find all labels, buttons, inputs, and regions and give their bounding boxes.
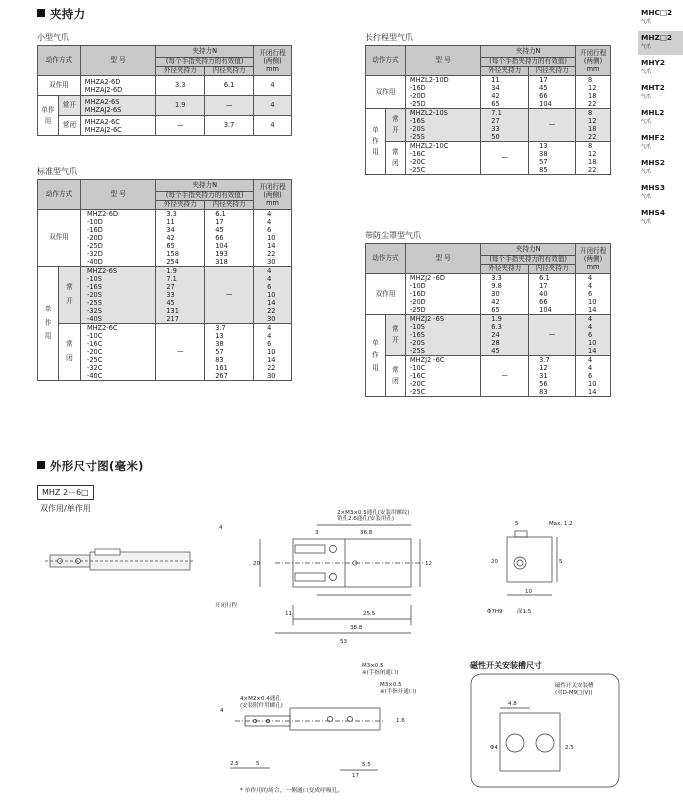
cell-value: 3.3 bbox=[166, 210, 177, 218]
dim-4c: 4 bbox=[220, 708, 224, 714]
cell-value: 217 bbox=[166, 315, 179, 323]
cell-value: 14 bbox=[588, 388, 597, 396]
cell-value: 22 bbox=[267, 307, 276, 315]
cell-value: -10C bbox=[86, 332, 103, 340]
cell-value: 10 bbox=[267, 348, 276, 356]
cell-value: 11 bbox=[166, 218, 175, 226]
dim-5: 5 bbox=[515, 521, 519, 527]
header-force-note: (每个手指夹持力的有效值) bbox=[156, 58, 254, 67]
cell-value: 9.8 bbox=[491, 282, 502, 290]
sidebar bbox=[638, 6, 683, 231]
cell-value: 45 bbox=[166, 299, 175, 307]
sidebar-item-mhl2[interactable]: MHL2 气爪 bbox=[641, 108, 665, 125]
cell-value: 3.7 bbox=[539, 356, 550, 364]
cell-value: -40D bbox=[86, 258, 103, 266]
table-row: 单作用 常开 MHZA2-6S MHZAJ2-6S 1.9 — 4 bbox=[38, 96, 292, 116]
cell-value: 6 bbox=[267, 226, 272, 234]
finger-holes: 4×M2×0.4通孔 bbox=[240, 696, 281, 702]
cell-value: 6 bbox=[267, 340, 272, 348]
stroke-label: 开闭行程 bbox=[215, 603, 238, 609]
finger-holes-note: (安装附件用螺孔) bbox=[240, 703, 283, 709]
cell-value: 27 bbox=[491, 117, 500, 125]
cell-value: 33 bbox=[491, 125, 500, 133]
table-cell bbox=[156, 267, 205, 324]
cell-value: 34 bbox=[166, 226, 175, 234]
cell-value: 10 bbox=[588, 380, 597, 388]
table-cell bbox=[576, 315, 611, 356]
table-row: 单作用 常开 MHZL2-10S -16S -20S -25S 7.1 27 33 50 — 8 12 18 22 bbox=[366, 109, 611, 142]
cell-value: -10S bbox=[86, 275, 102, 283]
dim-5b: 5 bbox=[559, 559, 563, 565]
port-a: M3×0.5 bbox=[362, 663, 384, 669]
cell-value: -32S bbox=[86, 307, 102, 315]
cell-value: 6 bbox=[267, 283, 272, 291]
cell-value: 10 bbox=[588, 339, 597, 347]
cell-value: 22 bbox=[267, 250, 276, 258]
cell-value: 56 bbox=[539, 380, 548, 388]
table-row: 双作用 MHZL2-10D -16D -20D -25D 11 34 42 65 17 45 66 104 8 12 18 22 bbox=[366, 76, 611, 109]
table-cell bbox=[405, 274, 480, 315]
dim-36-8: 36.8 bbox=[360, 530, 373, 536]
cell-value: MHZJ2 -6S bbox=[409, 315, 445, 323]
cell-value: 66 bbox=[539, 298, 548, 306]
cell-value: 30 bbox=[267, 258, 276, 266]
table-cell bbox=[205, 210, 254, 267]
dim-hole: Φ7H9 bbox=[487, 609, 503, 615]
small-gripper-table bbox=[37, 45, 292, 136]
cell-value: MHZ2-6S bbox=[86, 267, 118, 275]
cell-value: 4 bbox=[588, 282, 593, 290]
cell-value: 30 bbox=[267, 315, 276, 323]
cell-value: 6 bbox=[588, 290, 593, 298]
cell-value: 50 bbox=[491, 133, 500, 141]
cell-value: 12 bbox=[588, 117, 597, 125]
table-cell bbox=[405, 142, 480, 175]
table-row: 常闭 MHZA2-6C MHZAJ2-6C — 3.7 4 bbox=[38, 116, 292, 136]
dim-5-5: 5.5 bbox=[362, 762, 371, 768]
cell-value: -16S bbox=[409, 117, 425, 125]
cell-value: -40S bbox=[86, 315, 102, 323]
cell-value: -40C bbox=[86, 372, 103, 380]
cell-value: 34 bbox=[491, 84, 500, 92]
cell-value: 4 bbox=[588, 315, 593, 323]
cell-value: 6.1 bbox=[215, 210, 226, 218]
cell-value: 10 bbox=[267, 234, 276, 242]
header-outer: 外径夹持力 bbox=[156, 67, 205, 76]
callout-thread: 2×M3×0.5通孔(安装用螺纹) bbox=[337, 510, 410, 516]
table-cell bbox=[254, 267, 292, 324]
cell-value: -25D bbox=[409, 306, 426, 314]
long-stroke-gripper-table: 动作方式 型 号 夹持力N 开闭行程 (两侧) mm (每个手指夹持力的有效值) 外径夹持力 内径夹持力 双作用 MHZL2-10D -16D -20D -25D 11 34 42 65 17 45 66 104 8 12 18 22 单作用 常开 MHZL2-10S -16S -20S -25S 7.1 27 33 50 — 8 12 18 22 常闭 MHZL2-10C -16C -20C -25C — 13 38 57 85 8 12 18 22 bbox=[365, 45, 611, 175]
cell-value: 28 bbox=[491, 339, 500, 347]
table-cell bbox=[529, 356, 576, 397]
sidebar-item-mhf2[interactable]: MHF2 气爪 bbox=[641, 133, 665, 150]
cell-value: 18 bbox=[588, 158, 597, 166]
cell-value: 22 bbox=[588, 166, 597, 174]
sidebar-item-mhs3[interactable]: MHS3 气爪 bbox=[641, 183, 666, 200]
table-row: 双作用 MHZA2-6D MHZAJ2-6D 3.3 6.1 4 bbox=[38, 76, 292, 96]
cell-value: 3.3 bbox=[491, 274, 502, 282]
cell-value: 1.9 bbox=[166, 267, 177, 275]
cell-value: 104 bbox=[539, 100, 552, 108]
footnote: * 单作用的场合，一侧通口变成呼吸孔。 bbox=[240, 788, 344, 794]
cell-value: -25S bbox=[86, 299, 102, 307]
cell-value: 193 bbox=[215, 250, 228, 258]
cell-value: 31 bbox=[539, 372, 548, 380]
dim-12: 12 bbox=[425, 561, 432, 567]
cell-value: -20S bbox=[86, 291, 102, 299]
table-cell bbox=[529, 274, 576, 315]
sidebar-item-mhs2[interactable]: MHS2 气爪 bbox=[641, 158, 666, 175]
cell-value: -10D bbox=[409, 282, 426, 290]
sidebar-item-mhy2[interactable]: MHY2 气爪 bbox=[641, 58, 666, 75]
dim-38-8: 38.8 bbox=[350, 625, 363, 631]
cell-value: 27 bbox=[166, 283, 175, 291]
header-action: 动作方式 bbox=[38, 46, 81, 76]
dim-2-5b: 2.5 bbox=[565, 745, 574, 751]
table-cell bbox=[481, 76, 529, 109]
cell-value: 318 bbox=[215, 258, 228, 266]
cell-value: 42 bbox=[491, 298, 500, 306]
dim-4: 4 bbox=[219, 525, 223, 531]
cell-value: 1.9 bbox=[491, 315, 502, 323]
cell-value: MHZJ2 -6C bbox=[409, 356, 445, 364]
table-cell bbox=[405, 356, 480, 397]
front-view-drawing bbox=[215, 510, 445, 650]
groove-title: 磁性开关安装槽尺寸 bbox=[470, 661, 542, 670]
cell-value: 4 bbox=[588, 364, 593, 372]
cell-value: 12 bbox=[588, 84, 597, 92]
cell-value: -25S bbox=[409, 347, 425, 355]
dim-10: 10 bbox=[525, 589, 532, 595]
cell-value: 45 bbox=[539, 84, 548, 92]
table-row: 双作用 MHZJ2 -6D -10D -16D -20D -25D 3.3 9.8 30 42 65 6.1 17 40 66 104 4 4 6 10 14 bbox=[366, 274, 611, 315]
dim-phi4: Φ4 bbox=[490, 745, 498, 751]
cell-value: 6 bbox=[588, 372, 593, 380]
table-cell bbox=[576, 76, 611, 109]
cell-value: 40 bbox=[539, 290, 548, 298]
cell-value: 267 bbox=[215, 372, 228, 380]
cell-value: 18 bbox=[588, 125, 597, 133]
cell-value: 11 bbox=[491, 76, 500, 84]
cell-value: 66 bbox=[539, 92, 548, 100]
cell-value: 57 bbox=[215, 348, 224, 356]
cell-value: 83 bbox=[539, 388, 548, 396]
cell-value: 10 bbox=[267, 291, 276, 299]
cell-value: 45 bbox=[491, 347, 500, 355]
cell-value: -20C bbox=[409, 380, 426, 388]
cell-value: -20S bbox=[409, 125, 425, 133]
table-cell bbox=[481, 315, 529, 356]
cell-value: 38 bbox=[539, 150, 548, 158]
gripper-sketch bbox=[40, 545, 200, 585]
table-row: 常闭 MHZL2-10C -16C -20C -25C — 13 38 57 85 8 12 18 22 bbox=[366, 142, 611, 175]
dim-max: Max. 1.2 bbox=[549, 521, 573, 527]
groove-drawing bbox=[470, 673, 620, 788]
cell-value: -25D bbox=[409, 100, 426, 108]
cell-value: -16S bbox=[409, 331, 425, 339]
port-b-note: ※(手指开通口) bbox=[380, 689, 417, 695]
table-cell bbox=[576, 356, 611, 397]
table-cell bbox=[405, 315, 480, 356]
cell-value: 13 bbox=[539, 142, 548, 150]
table-cell bbox=[576, 142, 611, 175]
cell-value: 65 bbox=[491, 306, 500, 314]
cell-value: -32D bbox=[86, 250, 103, 258]
callout-pin: 销孔2.6通孔(安装用孔) bbox=[337, 516, 395, 522]
cell-value: 4 bbox=[588, 323, 593, 331]
cell-value: 42 bbox=[166, 234, 175, 242]
cell-value: 104 bbox=[215, 242, 228, 250]
cell-value: -16C bbox=[86, 340, 103, 348]
table-cell bbox=[481, 274, 529, 315]
cell-value: 30 bbox=[267, 372, 276, 380]
section-square-icon bbox=[37, 461, 45, 469]
dim-53: 53 bbox=[340, 639, 347, 645]
header-stroke: 开闭行程 (两侧) mm bbox=[254, 46, 292, 76]
table-cell bbox=[405, 109, 480, 142]
small-gripper-title: 小型气爪 bbox=[37, 33, 69, 42]
cell-value: 85 bbox=[539, 166, 548, 174]
dim-1-6: 1.6 bbox=[396, 718, 405, 724]
cell-value: 42 bbox=[491, 92, 500, 100]
header-model: 型 号 bbox=[80, 46, 156, 76]
cell-value: -16D bbox=[86, 226, 103, 234]
cell-value: -20D bbox=[409, 92, 426, 100]
cell-value: 104 bbox=[539, 306, 552, 314]
cell-value: MHZL2-10S bbox=[409, 109, 448, 117]
cell-value: 131 bbox=[166, 307, 179, 315]
cell-value: 22 bbox=[588, 100, 597, 108]
table-cell bbox=[576, 109, 611, 142]
header-force: 夹持力N bbox=[156, 46, 254, 58]
table-cell bbox=[576, 274, 611, 315]
table-cell bbox=[529, 142, 576, 175]
dust-cover-gripper-title: 带防尘罩型气爪 bbox=[365, 231, 421, 240]
port-b: M3×0.5 bbox=[380, 682, 402, 688]
cell-value: -16C bbox=[409, 372, 426, 380]
port-a-note: ※(手指闭通口) bbox=[362, 670, 399, 676]
cell-value: 83 bbox=[215, 356, 224, 364]
cell-value: 4 bbox=[267, 267, 272, 275]
table-cell bbox=[481, 109, 529, 142]
dim-depth: 深1.5 bbox=[517, 609, 532, 615]
table-cell bbox=[80, 267, 155, 324]
cell-value: 13 bbox=[215, 332, 224, 340]
table-row: 单作用 常开 MHZJ2 -6S -10S -16S -20S -25S 1.9 6.3 24 28 45 — 4 4 6 10 14 bbox=[366, 315, 611, 356]
table-cell bbox=[80, 210, 155, 267]
cell-value: 254 bbox=[166, 258, 179, 266]
cell-value: -16C bbox=[409, 150, 426, 158]
cell-value: 4 bbox=[588, 356, 593, 364]
cell-value: 4 bbox=[267, 210, 272, 218]
cell-value: -10C bbox=[409, 364, 426, 372]
dim-20b: 20 bbox=[491, 559, 498, 565]
action-label: 双作用/单作用 bbox=[40, 504, 91, 513]
cell-value: 4 bbox=[267, 332, 272, 340]
cell-value: -25D bbox=[86, 242, 103, 250]
cell-value: 38 bbox=[215, 340, 224, 348]
cell-value: 12 bbox=[588, 150, 597, 158]
cell-value: 6 bbox=[588, 331, 593, 339]
table-row: 常闭 MHZJ2 -6C -10C -16C -20C -25C — 3.7 12 31 56 83 4 4 6 10 14 bbox=[366, 356, 611, 397]
standard-gripper-title: 标准型气爪 bbox=[37, 167, 77, 176]
side-view-drawing bbox=[487, 515, 573, 620]
cell-value: 66 bbox=[215, 234, 224, 242]
cell-value: 4 bbox=[588, 274, 593, 282]
section-square-icon bbox=[37, 9, 45, 17]
cell-value: 65 bbox=[166, 242, 175, 250]
long-stroke-gripper-title: 长行程型气爪 bbox=[365, 33, 413, 42]
cell-value: 30 bbox=[491, 290, 500, 298]
cell-value: -25C bbox=[86, 356, 103, 364]
bottom-view-drawing bbox=[220, 660, 435, 780]
cell-value: 17 bbox=[539, 76, 548, 84]
cell-value: 24 bbox=[491, 331, 500, 339]
cell-value: MHZJ2 -6D bbox=[409, 274, 445, 282]
sidebar-item-mhc2[interactable]: MHC□2 气爪 bbox=[641, 8, 673, 25]
cell-value: 57 bbox=[539, 158, 548, 166]
table-cell bbox=[254, 210, 292, 267]
groove-note: 磁性开关安装槽 bbox=[555, 683, 594, 689]
cell-value: -20C bbox=[86, 348, 103, 356]
cell-value: -25S bbox=[409, 133, 425, 141]
cell-value: 22 bbox=[588, 133, 597, 141]
cell-value: -32C bbox=[86, 364, 103, 372]
cell-value: -25C bbox=[409, 388, 426, 396]
dim-4-8: 4.8 bbox=[508, 701, 517, 707]
sidebar-item-mht2[interactable]: MHT2 气爪 bbox=[641, 83, 665, 100]
cell-value: 14 bbox=[267, 242, 276, 250]
header-inner: 内径夹持力 bbox=[205, 67, 254, 76]
cell-value: 7.1 bbox=[491, 109, 502, 117]
cell-value: -10D bbox=[86, 218, 103, 226]
table-cell bbox=[405, 76, 480, 109]
cell-value: -20C bbox=[409, 158, 426, 166]
table-row: 单作用 常开 MHZ2-6S -10S -16S -20S -25S -32S -40S 1.9 7.1 27 33 45 131 217 — 4 4 6 10 14 22 30 bbox=[38, 267, 292, 324]
cell-value: -20D bbox=[86, 234, 103, 242]
cell-value: 14 bbox=[267, 299, 276, 307]
dim-2-5: 2.5 bbox=[230, 761, 239, 767]
dim-3: 3 bbox=[315, 530, 319, 536]
dim-5c: 5 bbox=[256, 761, 260, 767]
cell-value: -16S bbox=[86, 283, 102, 291]
cell-value: 14 bbox=[267, 356, 276, 364]
cell-value: 158 bbox=[166, 250, 179, 258]
cell-value: MHZ2-6D bbox=[86, 210, 118, 218]
cell-value: -16D bbox=[409, 84, 426, 92]
cell-value: 4 bbox=[267, 218, 272, 226]
sidebar-item-mhs4[interactable]: MHS4 气爪 bbox=[641, 208, 666, 225]
dimensions-heading: 外形尺寸图(毫米) bbox=[37, 458, 144, 474]
cell-value: 10 bbox=[588, 298, 597, 306]
table-cell bbox=[156, 210, 205, 267]
dim-20: 20 bbox=[253, 561, 260, 567]
table-cell bbox=[80, 324, 155, 381]
table-cell bbox=[254, 324, 292, 381]
cell-value: 45 bbox=[215, 226, 224, 234]
dust-cover-gripper-table: 动作方式 型 号 夹持力N 开闭行程 (两侧) mm (每个手指夹持力的有效值) 外径夹持力 内径夹持力 双作用 MHZJ2 -6D -10D -16D -20D -25D 3.3 9.8 30 42 65 6.1 17 40 66 104 4 4 6 10 14 单作用 常开 MHZJ2 -6S -10S -16S -20S -25S 1.9 6.3 24 28 45 — 4 4 6 10 14 常闭 MHZJ2 -6C -10C -16C -20C -25C — 3.7 12 31 56 83 4 4 6 10 14 bbox=[365, 243, 611, 397]
cell-value: MHZ2-6C bbox=[86, 324, 118, 332]
cell-value: 14 bbox=[588, 347, 597, 355]
table-row: 双作用 MHZ2-6D -10D -16D -20D -25D -32D -40D 3.3 11 34 42 65 158 254 6.1 17 45 66 104 193 318 4 4 6 10 14 22 30 bbox=[38, 210, 292, 267]
cell-value: 33 bbox=[166, 291, 175, 299]
cell-value: MHZL2-10D bbox=[409, 76, 449, 84]
cell-value: 3.7 bbox=[215, 324, 226, 332]
cell-value: 8 bbox=[588, 109, 593, 117]
cell-value: -25C bbox=[409, 166, 426, 174]
cell-value: 17 bbox=[539, 282, 548, 290]
cell-value: 6.1 bbox=[539, 274, 550, 282]
groove-note2: (对D-M9□(V)) bbox=[555, 690, 593, 696]
sidebar-item-mhz2[interactable]: MHZ□2 气爪 bbox=[638, 31, 683, 55]
dim-25-5: 25.5 bbox=[363, 611, 376, 617]
cell-value: 12 bbox=[539, 364, 548, 372]
table-row: 常闭 MHZ2-6C -10C -16C -20C -25C -32C -40C — 3.7 13 38 57 83 161 267 4 4 6 10 14 22 30 bbox=[38, 324, 292, 381]
dim-11: 11 bbox=[285, 611, 292, 617]
cell-value: -16D bbox=[409, 290, 426, 298]
cell-value: -10S bbox=[409, 323, 425, 331]
cell-value: 14 bbox=[588, 306, 597, 314]
table-cell bbox=[529, 76, 576, 109]
cell-value: 8 bbox=[588, 76, 593, 84]
cell-value: 17 bbox=[215, 218, 224, 226]
cell-value: 6.3 bbox=[491, 323, 502, 331]
cell-value: 8 bbox=[588, 142, 593, 150]
cell-value: 65 bbox=[491, 100, 500, 108]
cell-value: 7.1 bbox=[166, 275, 177, 283]
clamping-force-heading: 夹持力 bbox=[37, 6, 85, 22]
dim-17: 17 bbox=[352, 773, 359, 779]
cell-value: 18 bbox=[588, 92, 597, 100]
cell-value: 22 bbox=[267, 364, 276, 372]
cell-value: -20S bbox=[409, 339, 425, 347]
table-cell bbox=[205, 324, 254, 381]
cell-value: MHZL2-10C bbox=[409, 142, 449, 150]
cell-value: 4 bbox=[267, 275, 272, 283]
cell-value: 161 bbox=[215, 364, 228, 372]
cell-value: 4 bbox=[267, 324, 272, 332]
standard-gripper-table: 动作方式 型 号 夹持力N 开闭行程 (两侧) mm (每个手指夹持力的有效值) 外径夹持力 内径夹持力 双作用 MHZ2-6D -10D -16D -20D -25D -32D -40D 3.3 11 34 42 65 158 254 6.1 17 45 66 104 193 318 4 4 6 10 14 22 30 单作用 常开 MHZ2-6S -10S -16S -20S -25S -32S -40S 1.9 7.1 27 33 45 131 217 — 4 4 6 10 14 22 30 常闭 MHZ2-6C -10C -16C -20C -25C -32C -40C — 3.7 13 38 57 83 161 267 4 4 6 10 14 22 30 bbox=[37, 179, 292, 381]
model-label: MHZ 2－6□ bbox=[37, 485, 94, 500]
cell-value: -20D bbox=[409, 298, 426, 306]
